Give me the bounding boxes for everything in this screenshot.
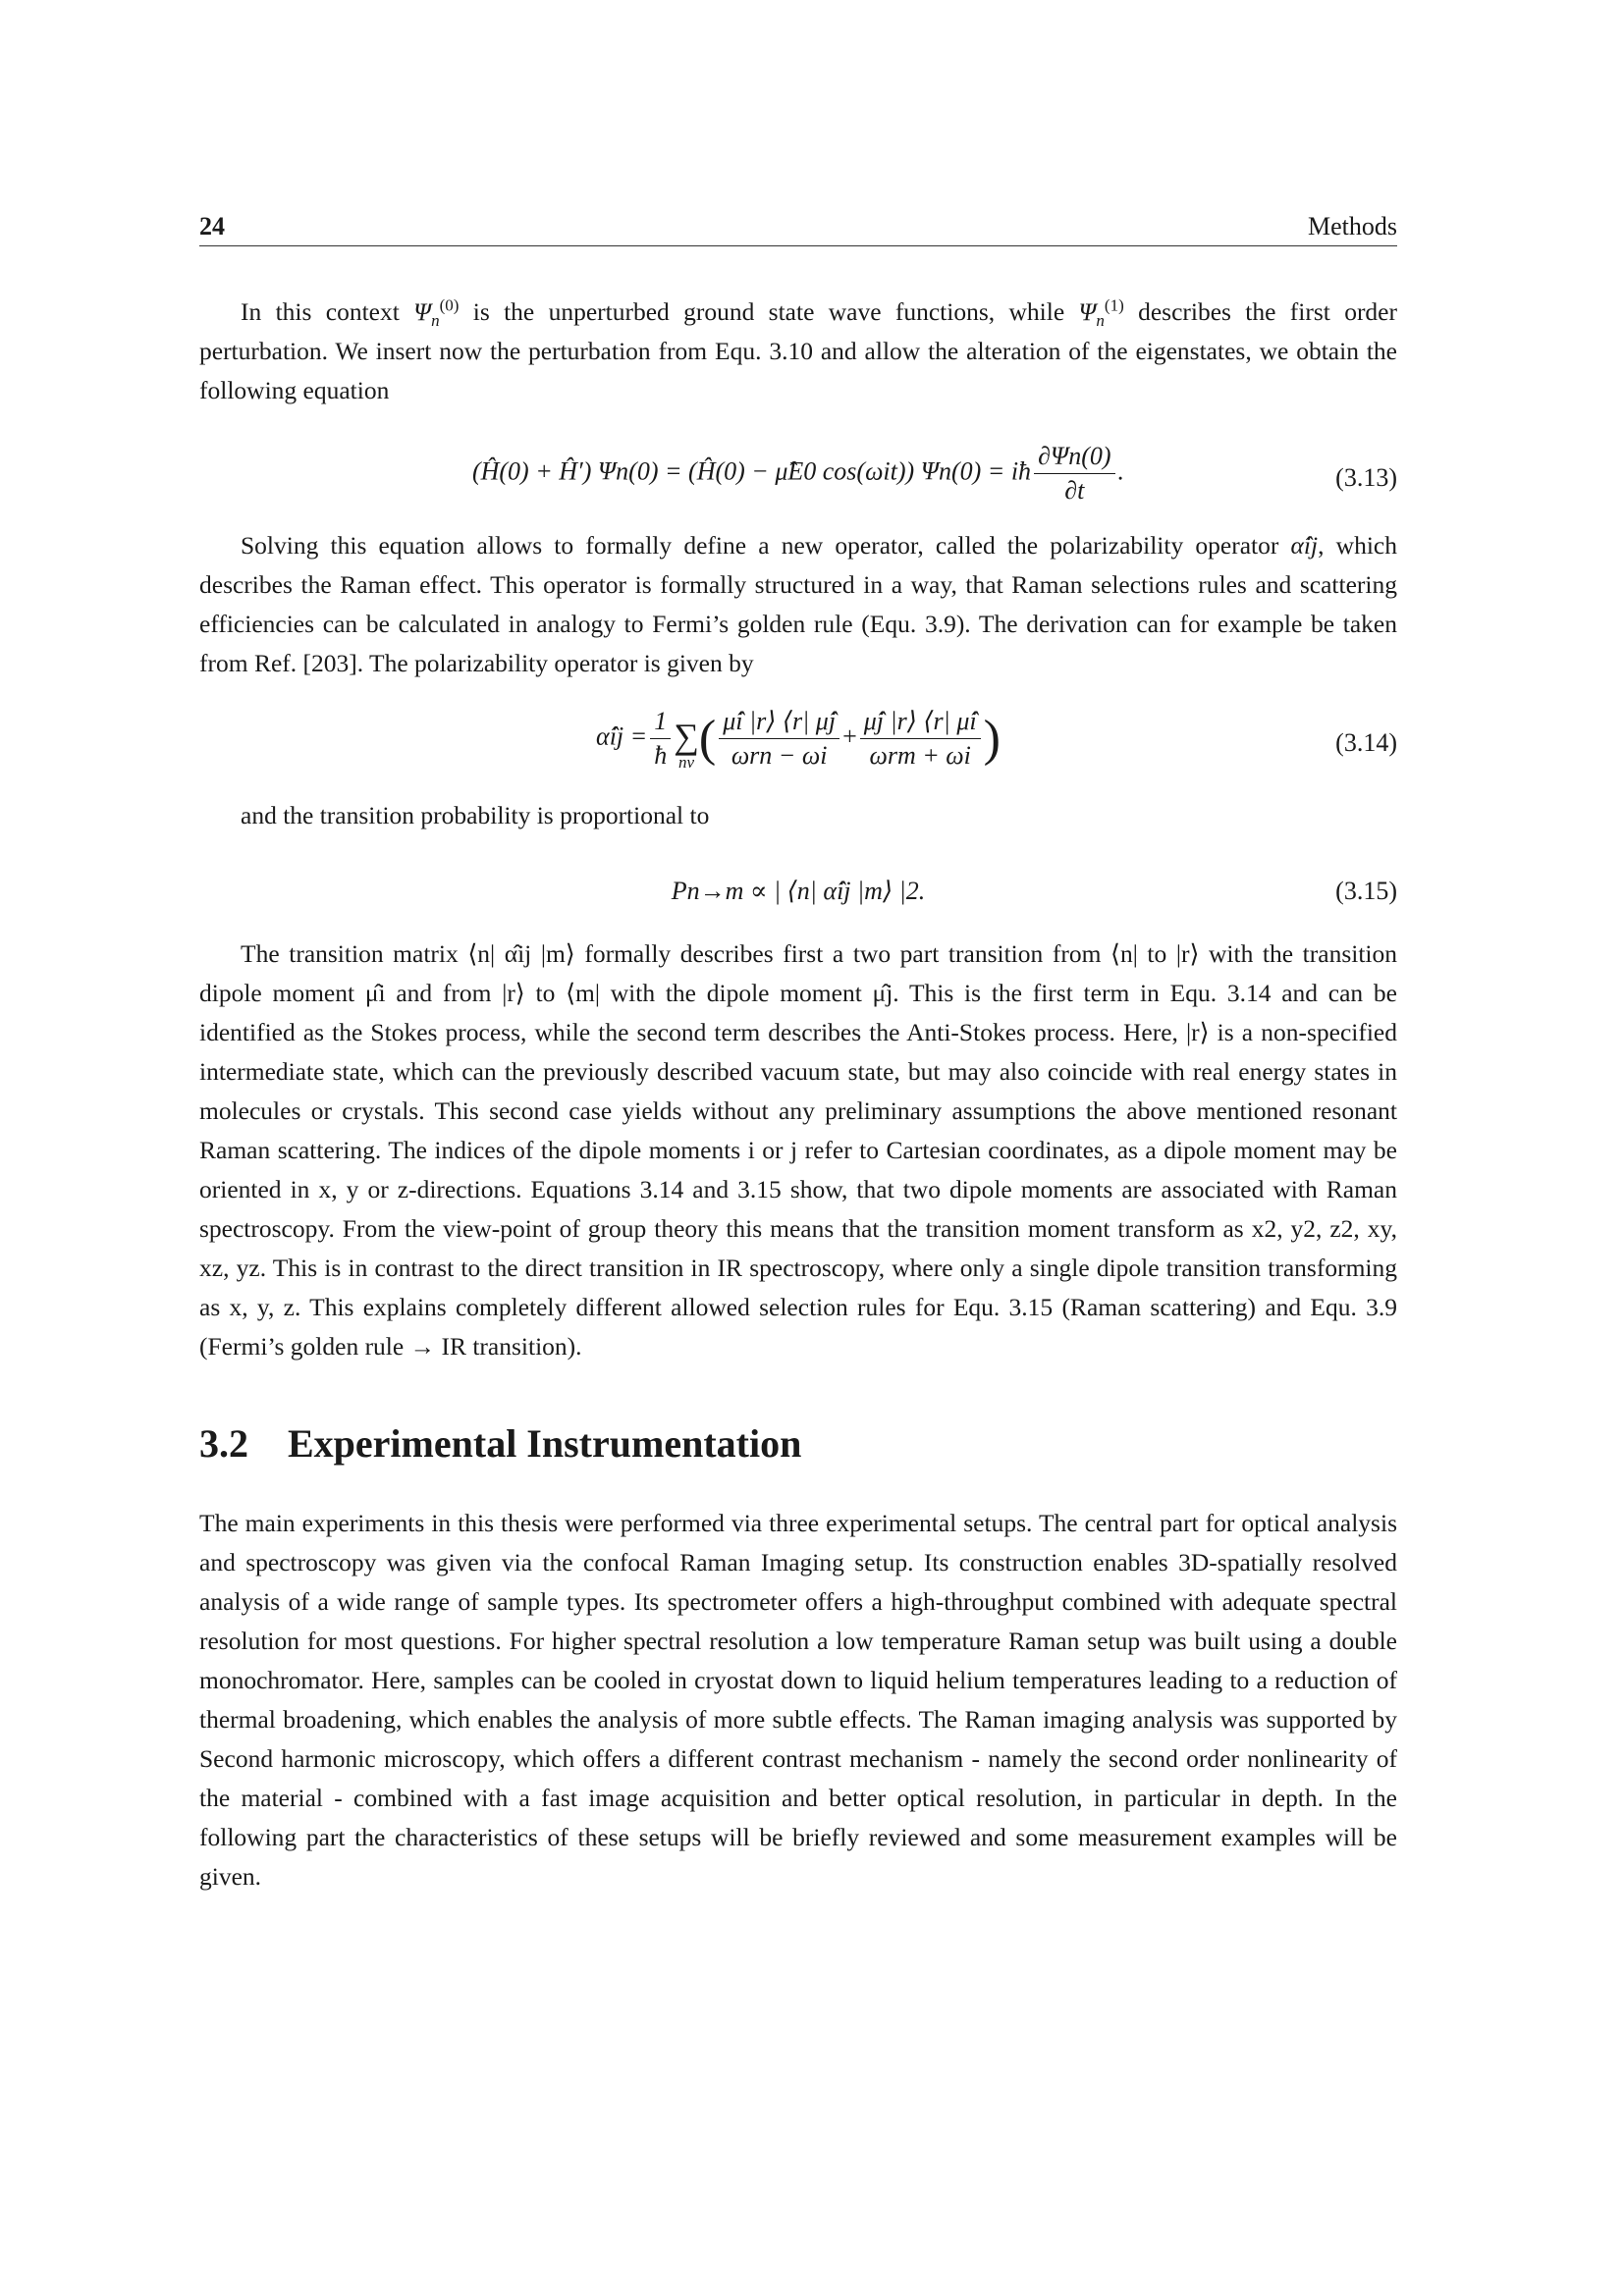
chapter-title: Methods	[1308, 212, 1397, 240]
eq-3-14-prefactor: $\frac{1}{ħ}$	[650, 705, 671, 773]
equation-number: (3.13)	[1335, 463, 1397, 492]
equation-number: (3.14)	[1335, 728, 1397, 757]
paragraph-instrumentation: The main experiments in this thesis were performed via three experimental setups. The central part for optical analysis and spectroscopy was given via the confocal Raman Imaging setup. Its construction enables 3D-spatially resolved analysis of a wide range of sample types. Its spectrometer offers a high-throughput combined with adequate spectral resolution for most questions. For higher spectral resolution a low temperature Raman setup was built using a double monochromator. Here, samples can be cooled in cryostat down to liquid helium temperatures leading to a reduction of thermal broadening, which enables the analysis of more subtle effects. The Raman imaging analysis was supported by Second harmonic microscopy, which offers a different contrast mechanism - namely the second order nonlinearity of the material - combined with a fast image acquisition and better optical resolution, in particular in depth. In the following part the characteristics of these setups will be briefly reviewed and some measurement examples will be given.	[199, 1509, 1397, 1891]
equation-3-13: (Ĥ(0) + Ĥ′) Ψn(0) = (Ĥ(0) − μ̂E0 cos(ωit)) Ψn(0) = iħ $\frac{\partial\Psi n(0)}{\partial t}$ . (3.13)	[199, 440, 1397, 518]
eq-3-15-body: Pn→m ∝ | ⟨n| α̂ij |m⟩ |2.	[671, 877, 926, 905]
section-title: Experimental Instrumentation	[288, 1421, 802, 1466]
eq-3-14-stokes-term: $\frac{\mûi |r⟩ ⟨r| \mûj}{\text{ωrn − ωi}}$	[719, 705, 839, 773]
page-number: 24	[199, 212, 225, 240]
section-number: 3.2	[199, 1421, 248, 1466]
equation-3-15	[199, 877, 1397, 916]
section-heading	[199, 1420, 801, 1467]
eq-3-13-lhs: (Ĥ(0) + Ĥ′) Ψn(0) = (Ĥ(0) − μ̂E0 cos(ωit)) Ψn(0) = iħ	[471, 456, 1032, 486]
summation-sign: ∑ nv	[674, 716, 699, 772]
paragraph-transition-matrix: The transition matrix ⟨n| α̂ij |m⟩ formally describes first a two part transition from ⟨n| to |r⟩ with the transition dipole moment μ̂i and from |r⟩ to ⟨m| with the dipole moment μ̂j. This is the first term in Equ. 3.14 and can be identified as the Stokes process, while the second term describes the Anti-Stokes process. Here, |r⟩ is a non-specified intermediate state, which can the previously described vacuum state, but may also coincide with real energy states in molecules or crystals. This second case yields without any preliminary assumptions the above mentioned resonant Raman scattering. The indices of the dipole moments i or j refer to Cartesian coordinates, as a dipole moment may be oriented in x, y or z-directions. Equations 3.14 and 3.15 show, that two dipole moments are associated with Raman spectroscopy. From the view-point of group theory this means that the transition moment transform as x2, y2, z2, xy, xz, yz. This is in contrast to the direct transition in IR spectroscopy, where only a single dipole transition transforming as x, y, z. This explains completely different allowed selection rules for Equ. 3.15 (Raman scattering) and Equ. 3.9 (Fermi’s golden rule → IR transition).	[199, 939, 1397, 1361]
eq-3-13-fraction: $\frac{\partial\Psi n(0)}{\partial t}$	[1034, 440, 1114, 507]
paragraph-polarizability: Solving this equation allows to formally define a new operator, called the polarizability operator α̂ij, which describes the Raman effect. This operator is formally structured in a way, that Raman selections rules and scattering efficiencies can be calculated in analogy to Fermi’s golden rule (Equ. 3.9). The derivation can for example be taken from Ref. [203]. The polarizability operator is given by	[199, 531, 1397, 677]
equation-3-14: α̂ij = $\frac{1}{ħ}$ ∑ nv ( $\frac{\mûi |r⟩ ⟨r| \mûj}{\text{ωrn − ωi}}$ + $\frac{\mûj |r⟩ ⟨r| \mûi}{\text{ωrm + ωi}}$ ) (3.14)	[596, 707, 1397, 772]
equation-number: (3.15)	[1335, 877, 1397, 905]
paragraph-transition-probability: and the transition probability is proportional to	[241, 801, 710, 829]
eq-3-14-antistokes-term: $\frac{\mûj |r⟩ ⟨r| \mûi}{\text{ωrm + ωi}}$	[860, 705, 981, 773]
paragraph-context: In this context $\Psi_n^{(0)}$ is the unperturbed ground state wave functions, while $\Psi_n^{(1)}$ describes the first order perturbation. We insert now the perturbation from Equ. 3.10 and allow the alteration of the eigenstates, we obtain the following equation	[199, 295, 1397, 404]
running-head	[199, 212, 1397, 246]
